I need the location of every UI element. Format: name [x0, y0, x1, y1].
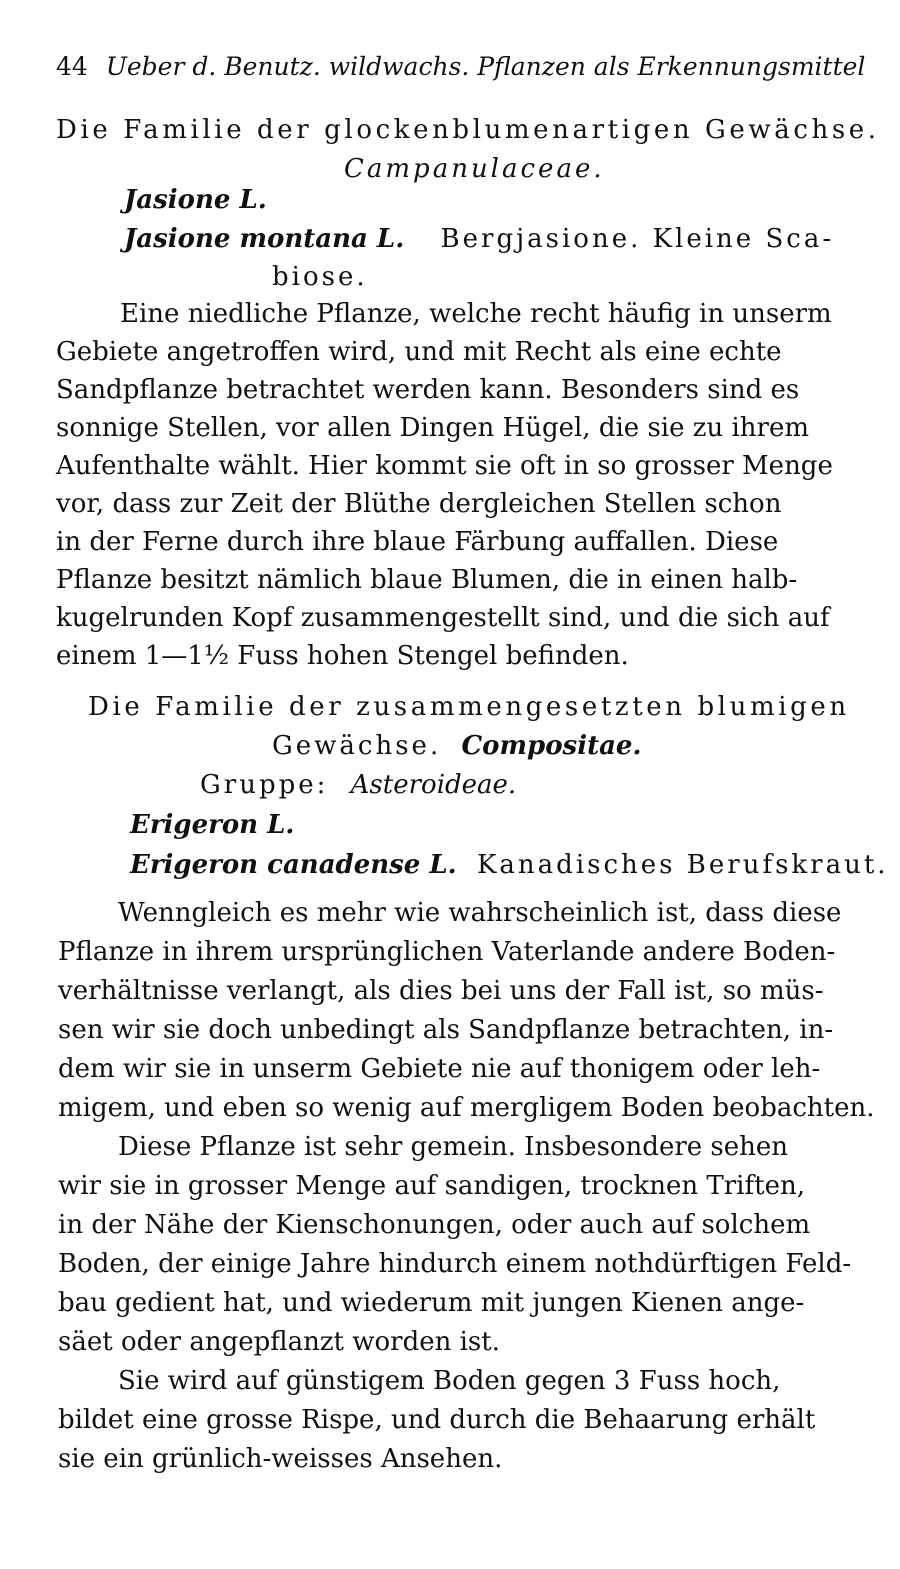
- running-title: Ueber d. Benutz. wildwachs. Pflanzen als Erkennungsmittel: [105, 52, 866, 81]
- species-common-name: Bergjasione. Kleine Sca-: [440, 224, 835, 254]
- text-line: Sie wird auf günstigem Boden gegen 3 Fuss hoch,: [118, 1366, 781, 1396]
- text-line: in der Ferne durch ihre blaue Färbung auffallen. Diese: [56, 527, 779, 557]
- text-line: dem wir sie in unserm Gebiete nie auf thonigem oder leh-: [58, 1054, 821, 1084]
- text-line: Gebiete angetroffen wird, und mit Recht als eine echte: [56, 337, 782, 367]
- text-line: sonnige Stellen, vor allen Dingen Hügel, die sie zu ihrem: [56, 413, 809, 443]
- text-line: sie ein grünlich-weisses Ansehen.: [58, 1444, 503, 1474]
- text-line: Pflanze in ihrem ursprünglichen Vaterlande andere Boden-: [58, 937, 836, 967]
- text-line: Diese Pflanze ist sehr gemein. Insbesondere sehen: [118, 1132, 789, 1162]
- text-line: Aufenthalte wählt. Hier kommt sie oft in so grosser Menge: [56, 451, 833, 481]
- text-line: Boden, der einige Jahre hindurch einem nothdürftigen Feld-: [58, 1249, 852, 1279]
- family-title-word: Gewächse.: [272, 731, 442, 761]
- genus-erigeron: Erigeron L.: [130, 810, 295, 840]
- text-line: sen wir sie doch unbedingt als Sandpflanze betrachten, in-: [58, 1015, 834, 1045]
- family-title-campanulaceae: Die Familie der glockenblumenartigen Gewächse.: [56, 115, 880, 145]
- family-title-compositae-cont: [272, 729, 642, 763]
- species-common-name: Kanadisches Berufskraut.: [477, 850, 889, 880]
- family-latin-campanulaceae: Campanulaceae.: [344, 154, 605, 184]
- text-line: bau gedient hat, und wiederum mit jungen Kienen ange-: [58, 1288, 805, 1318]
- species-common-name-cont: biose.: [272, 262, 368, 292]
- text-line: Wenngleich es mehr wie wahrscheinlich ist, dass diese: [118, 898, 842, 928]
- group-latin: Asteroideae.: [350, 770, 517, 800]
- species-erigeron-canadense: [130, 848, 889, 882]
- text-line: Eine niedliche Pflanze, welche recht häufig in unserm: [120, 299, 832, 329]
- text-line: kugelrunden Kopf zusammengestellt sind, und die sich auf: [56, 603, 830, 633]
- text-line: Sandpflanze betrachtet werden kann. Besonders sind es: [56, 375, 800, 405]
- text-line: säet oder angepflanzt worden ist.: [58, 1327, 500, 1357]
- species-latin: Jasione montana L.: [124, 224, 405, 254]
- species-latin: Erigeron canadense L.: [130, 850, 457, 880]
- text-line: vor, dass zur Zeit der Blüthe dergleichen Stellen schon: [56, 489, 782, 519]
- text-line: wir sie in grosser Menge auf sandigen, trocknen Triften,: [58, 1171, 805, 1201]
- group-heading: [200, 768, 516, 802]
- genus-jasione: Jasione L.: [124, 185, 267, 215]
- group-label: Gruppe:: [200, 770, 329, 800]
- family-latin-compositae: Compositae.: [461, 731, 642, 761]
- text-line: verhältnisse verlangt, als dies bei uns der Fall ist, so müs-: [58, 976, 824, 1006]
- text-line: migem, und eben so wenig auf mergligem Boden beobachten.: [58, 1093, 875, 1123]
- text-line: einem 1—1½ Fuss hohen Stengel befinden.: [56, 641, 629, 671]
- species-jasione-montana: [124, 222, 834, 256]
- page-number: 44: [56, 52, 88, 81]
- running-header: [56, 50, 865, 84]
- text-line: in der Nähe der Kienschonungen, oder auch auf solchem: [58, 1210, 811, 1240]
- text-line: bildet eine grosse Rispe, und durch die Behaarung erhält: [58, 1405, 816, 1435]
- family-title-compositae: Die Familie der zusammengesetzten blumigen: [88, 692, 850, 722]
- text-line: Pflanze besitzt nämlich blaue Blumen, die in einen halb-: [56, 565, 798, 595]
